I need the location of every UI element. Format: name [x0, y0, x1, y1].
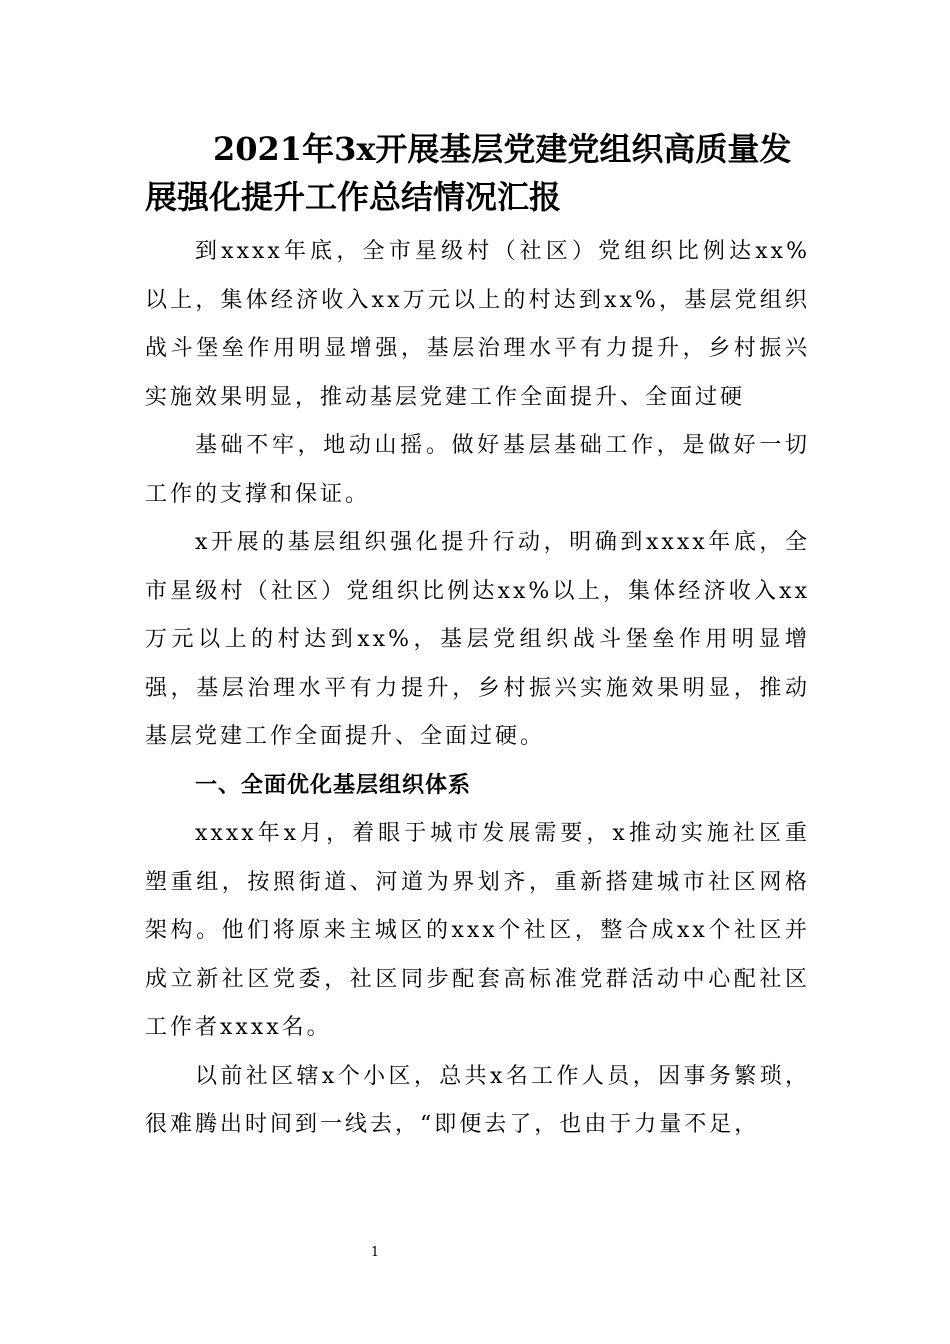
- page-number: 1: [370, 1245, 380, 1260]
- section-heading: 一、全面优化基层组织体系: [195, 772, 472, 798]
- paragraph-3: x开展的基层组织强化提升行动，明确到xxxx年底，全市星级村（社区）党组织比例达xx%以上，集体经济收入xx万元以上的村达到xx%，基层党组织战斗堡垒作用明显增强，基层治理水平有力提升，乡村振兴实施效果明显，推动基层党建工作全面提升、全面过硬。: [145, 530, 810, 749]
- section-paragraph-1: xxxx年x月，着眼于城市发展需要，x推动实施社区重塑重组，按照街道、河道为界划齐，重新搭建城市社区网格架构。他们将原来主城区的xxx个社区，整合成xx个社区并成立新社区党委，社区同步配套高标准党群活动中心配社区工作者xxxx名。: [145, 821, 810, 1040]
- document-title: 2021年3x开展基层党建党组织高质量发展强化提升工作总结情况汇报: [145, 130, 792, 216]
- document-body: [145, 228, 810, 1150]
- paragraph-2: 基础不牢，地动山摇。做好基层基础工作，是做好一切工作的支撑和保证。: [145, 433, 810, 507]
- paragraph-1: 到xxxx年底，全市星级村（社区）党组织比例达xx%以上，集体经济收入xx万元以上的村达到xx%，基层党组织战斗堡垒作用明显增强，基层治理水平有力提升，乡村振兴实施效果明显，推动基层党建工作全面提升、全面过硬: [145, 239, 810, 410]
- section-paragraph-2: 以前社区辖x个小区，总共x名工作人员，因事务繁琐，很难腾出时间到一线去，“即便去了，也由于力量不足，: [145, 1063, 810, 1137]
